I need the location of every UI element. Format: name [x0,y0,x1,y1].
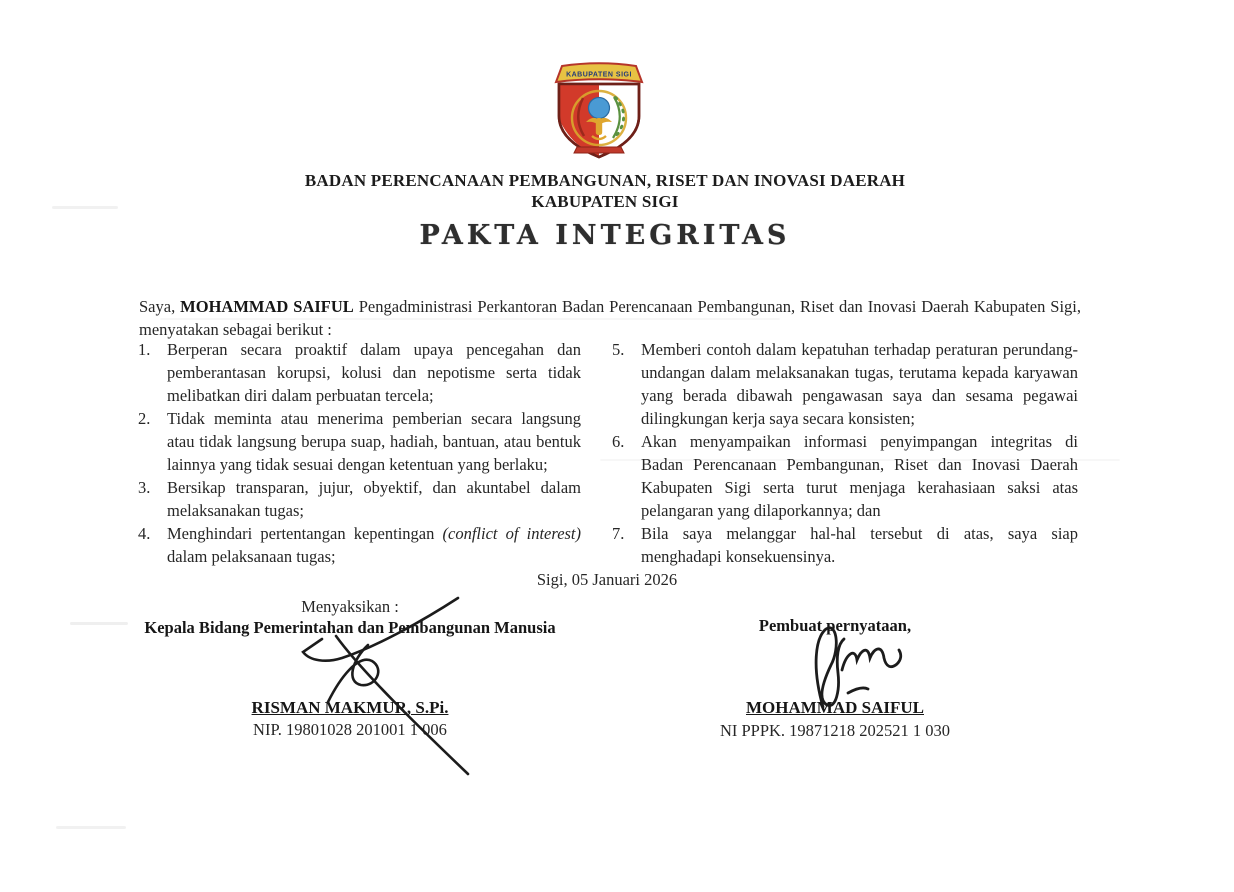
witness-name: RISMAN MAKMUR, S.Pi. [251,698,449,717]
item-text: Berperan secara proaktif dalam upaya pencegahan dan pemberantasan korupsi, kolusi dan nepotisme serta tidak melibatkan diri dalam perbuatan tercela; [167,340,581,405]
item-text-post: dalam pelaksanaan tugas; [167,547,336,566]
item-text: Bersikap transparan, jujur, obyektif, dan akuntabel dalam melaksanakan tugas; [167,478,581,520]
item-text [167,522,581,568]
list-item-2 [138,407,581,476]
item-text: Memberi contoh dalam kepatuhan terhadap peraturan perundang-undangan dalam melaksanakan tugas, terutama kepada karyawan yang berada dibawah pengawasan saya dan sesama pegawai dilingkungan kerja saya secara konsisten; [641,340,1078,428]
witness-signature-block [115,597,585,638]
item-text-italic: (conflict of interest) [442,524,582,543]
item-number: 6. [612,432,625,451]
logo-bottom-ribbon [574,147,624,153]
kabupaten-sigi-logo-svg [540,60,660,162]
list-item-7 [612,522,1078,568]
logo-blue-circle [589,98,610,119]
org-name-line2: KABUPATEN SIGI [531,192,679,211]
maker-signature-block [660,615,1010,636]
logo-banner-text: KABUPATEN SIGI [566,71,632,79]
maker-name: MOHAMMAD SAIFUL [745,698,924,717]
item-text-pre: Menghindari pertentangan kepentingan [167,524,443,543]
pledge-list [138,338,1078,568]
item-text: Tidak meminta atau menerima pemberian secara langsung atau tidak langsung berupa suap, hadiah, bantuan, atau bentuk lainnya yang tidak sesuai dengan ketentuan yang berlaku; [167,409,581,474]
list-item-4 [138,522,581,568]
intro-rest: Pengadministrasi Perkantoran Badan Perencanaan Pembangunan, Riset dan Inovasi Daerah Kabupaten Sigi, menyatakan sebagai berikut : [139,296,1082,339]
place-date-line: Sigi, 05 Januari 2026 [536,570,678,589]
maker-label: Pembuat pernyataan, [758,616,912,635]
intro-prefix: Saya, [139,296,181,316]
document-title: PAKTA INTEGRITAS [419,220,791,251]
maker-nip: NI PPPK. 19871218 202521 1 030 [719,721,951,740]
declarant-name-inline: MOHAMMAD SAIFUL [180,296,354,316]
item-text: Bila saya melanggar hal-hal tersebut di atas, saya siap menghadapi konsekuensinya. [641,524,1078,566]
witness-nip: NIP. 19801028 201001 1 006 [253,720,447,739]
list-item-1 [138,338,581,407]
item-number: 3. [138,478,151,497]
witness-title: Kepala Bidang Pemerintahan dan Pembangunan Manusia [144,618,556,637]
scan-artifact [56,826,126,829]
pledge-list-left-column [138,338,581,568]
letterhead [0,170,1210,212]
list-item-3 [138,476,581,522]
item-number: 4. [138,524,151,543]
list-item-6 [612,430,1078,522]
pledge-list-right-column [612,338,1078,568]
intro-paragraph [139,295,1081,341]
item-text: Akan menyampaikan informasi penyimpangan integritas di Badan Perencanaan Pembangunan, Riset dan Inovasi Daerah Kabupaten Sigi serta turut menjaga kerahasiaan saksi atas pelangaran yang dilaporkannya; dan [641,432,1078,520]
list-item-5 [612,338,1078,430]
maker-signature [816,628,901,707]
org-name-line1: BADAN PERENCANAAN PEMBANGUNAN, RISET DAN INOVASI DAERAH [304,171,906,190]
item-number: 2. [138,409,151,428]
item-number: 1. [138,340,151,359]
item-number: 7. [612,524,625,543]
item-number: 5. [612,340,625,359]
kabupaten-sigi-logo [540,60,660,162]
witness-label: Menyaksikan : [301,597,399,616]
